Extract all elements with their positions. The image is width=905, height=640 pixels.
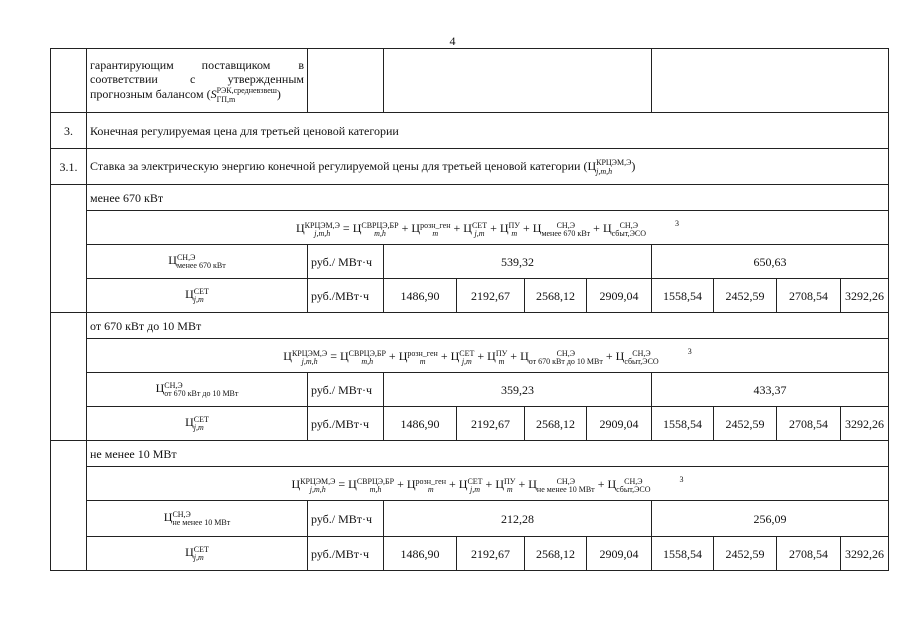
- set-value: 2452,59: [714, 407, 777, 441]
- set-value: 2909,04: [587, 279, 652, 313]
- group-title: не менее 10 МВт: [87, 441, 889, 467]
- balance-text-line1: гарантирующим поставщиком в: [90, 57, 304, 72]
- price-formula: Ц КРЦЭМ,Э j,m,h = Ц СВРЦЭ,БР m,h + Ц розн_ген m + Ц СЕТ j,m + Ц ПУ m + Ц СН,Э менее 670 кВт + Ц СН,Э сбыт,ЭСО $^3$: [87, 211, 889, 245]
- price-formula: Ц КРЦЭМ,Э j,m,h = Ц СВРЦЭ,БР m,h + Ц розн_ген m + Ц СЕТ j,m + Ц ПУ m + Ц СН,Э не менее 10 МВт + Ц СН,Э сбыт,ЭСО $^3$: [87, 467, 889, 501]
- table-row: [51, 149, 889, 185]
- formula-row: [51, 467, 889, 501]
- footnote-mark: 3: [687, 347, 692, 357]
- table-row: [51, 441, 889, 467]
- set-label: Ц СЕТ j,m: [87, 279, 308, 313]
- tariff-table: [50, 48, 889, 571]
- table-row: [51, 245, 889, 279]
- set-value: 3292,26: [841, 407, 889, 441]
- set-value: 1486,90: [384, 407, 457, 441]
- price-formula: Ц КРЦЭМ,Э j,m,h = Ц СВРЦЭ,БР m,h + Ц розн_ген m + Ц СЕТ j,m + Ц ПУ m + Ц СН,Э от 670 кВт до 10 МВт + Ц СН,Э сбыт,ЭСО $^3$: [87, 339, 889, 373]
- sn-value-2: 650,63: [652, 245, 889, 279]
- formula-row: [51, 211, 889, 245]
- sn-label: Ц СН,Э менее 670 кВт: [87, 245, 308, 279]
- balance-text-line3: прогнозным балансом (S РЭК,средневзвеш ГП,m ): [90, 85, 281, 104]
- section-number: 3.: [51, 113, 87, 149]
- set-value: 2568,12: [525, 537, 587, 571]
- table-row: [51, 279, 889, 313]
- set-label: Ц СЕТ j,m: [87, 407, 308, 441]
- set-value: 3292,26: [841, 537, 889, 571]
- set-value: 2708,54: [777, 279, 841, 313]
- sn-value-2: 433,37: [652, 373, 889, 407]
- set-value: 2192,67: [457, 537, 525, 571]
- sn-value-1: 359,23: [384, 373, 652, 407]
- footnote-mark: 3: [675, 219, 679, 229]
- table-row: [51, 501, 889, 537]
- group-title: менее 670 кВт: [87, 185, 889, 211]
- balance-description: [87, 49, 308, 113]
- set-value: 2909,04: [587, 407, 652, 441]
- set-value: 2452,59: [714, 279, 777, 313]
- unit-cell: руб./ МВт·ч: [308, 501, 384, 537]
- section-title: Ставка за электрическую энергию конечной регулируемой цены для третьей ценовой категории (Ц КРЦЭМ,Э j,m,h ): [87, 149, 889, 185]
- group-title: от 670 кВт до 10 МВт: [87, 313, 889, 339]
- set-value: 2452,59: [714, 537, 777, 571]
- unit-cell: руб./МВт·ч: [308, 407, 384, 441]
- table-row: [51, 373, 889, 407]
- set-label: Ц СЕТ j,m: [87, 537, 308, 571]
- footnote-mark: 3: [679, 475, 684, 485]
- set-value: 1558,54: [652, 407, 714, 441]
- set-value: 2568,12: [525, 279, 587, 313]
- sn-value-2: 256,09: [652, 501, 889, 537]
- set-value: 2909,04: [587, 537, 652, 571]
- set-value: 2568,12: [525, 407, 587, 441]
- section-number: 3.1.: [51, 149, 87, 185]
- unit-cell: руб./МВт·ч: [308, 537, 384, 571]
- balance-symbol: S: [210, 86, 217, 101]
- sn-value-1: 212,28: [384, 501, 652, 537]
- table-row: [51, 537, 889, 571]
- sn-value-1: 539,32: [384, 245, 652, 279]
- sn-label: Ц СН,Э не менее 10 МВт: [87, 501, 308, 537]
- unit-cell: руб./ МВт·ч: [308, 373, 384, 407]
- table-row: [51, 313, 889, 339]
- section-title: Конечная регулируемая цена для третьей ценовой категории: [87, 113, 889, 149]
- set-value: 1558,54: [652, 537, 714, 571]
- sn-label: Ц СН,Э от 670 кВт до 10 МВт: [87, 373, 308, 407]
- table-row: [51, 113, 889, 149]
- set-value: 2192,67: [457, 407, 525, 441]
- page-number: 4: [449, 34, 456, 48]
- set-value: 1486,90: [384, 537, 457, 571]
- set-value: 1486,90: [384, 279, 457, 313]
- set-value: 2708,54: [777, 537, 841, 571]
- table-row: [51, 49, 889, 113]
- formula-row: [51, 339, 889, 373]
- set-value: 2192,67: [457, 279, 525, 313]
- set-value: 2708,54: [777, 407, 841, 441]
- set-value: 3292,26: [841, 279, 889, 313]
- table-row: [51, 185, 889, 211]
- unit-cell: руб./МВт·ч: [308, 279, 384, 313]
- set-value: 1558,54: [652, 279, 714, 313]
- unit-cell: руб./ МВт·ч: [308, 245, 384, 279]
- balance-text-line2: соответствии с утвержденным: [90, 71, 304, 86]
- table-row: [51, 407, 889, 441]
